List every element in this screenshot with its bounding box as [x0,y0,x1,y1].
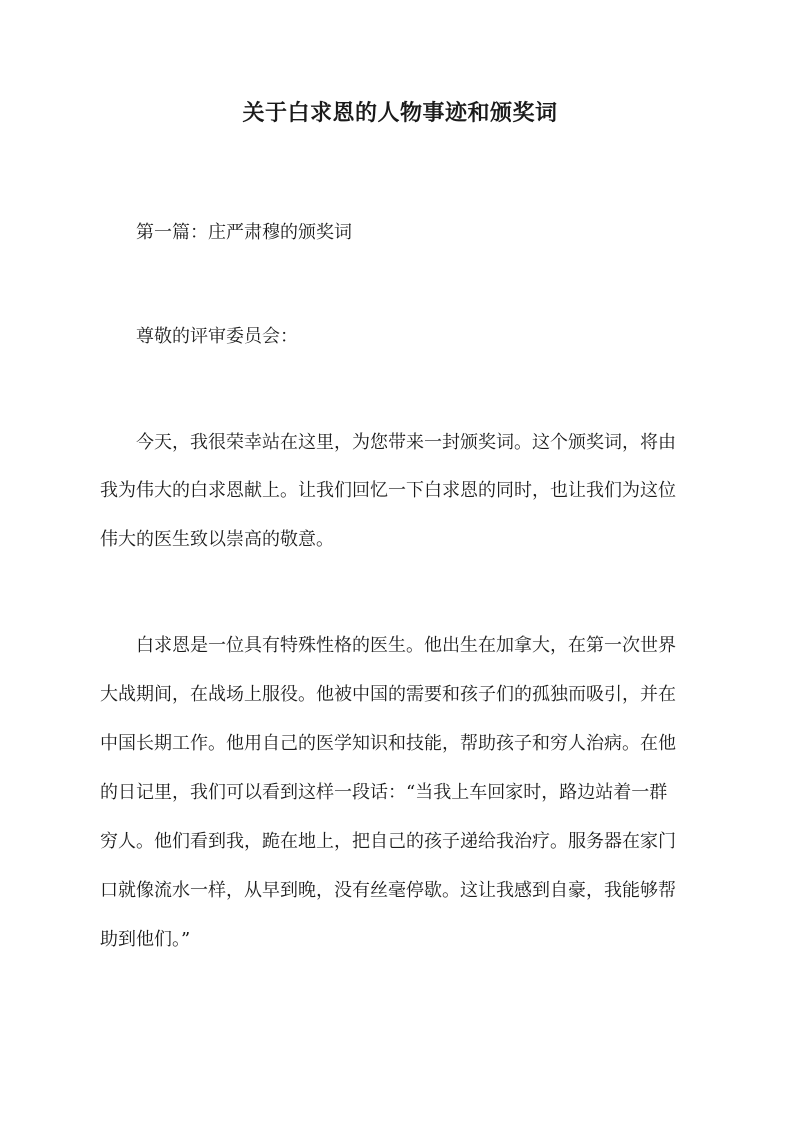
paragraph-2-line-4: 的日记里，我们可以看到这样一段话：“当我上车回家时，路边站着一群 [100,782,668,803]
paragraph-1-line-2: 我为伟大的白求恩献上。让我们回忆一下白求恩的同时，也让我们为这位 [100,480,676,501]
paragraph-2-line-1: 白求恩是一位具有特殊性格的医生。他出生在加拿大，在第一次世界 [136,635,676,656]
paragraph-1-line-1: 今天，我很荣幸站在这里，为您带来一封颁奖词。这个颁奖词，将由 [136,432,676,453]
paragraph-2-line-6: 口就像流水一样，从早到晚，没有丝毫停歇。这让我感到自豪，我能够帮 [100,880,676,901]
paragraph-2-line-2: 大战期间，在战场上服役。他被中国的需要和孩子们的孤独而吸引，并在 [100,684,676,705]
document-title: 关于白求恩的人物事迹和颁奖词 [242,100,558,126]
paragraph-2-line-3: 中国长期工作。他用自己的医学知识和技能，帮助孩子和穷人治病。在他 [100,733,676,754]
paragraph-1-line-3: 伟大的医生致以崇高的敬意。 [100,529,334,550]
section-heading: 第一篇：庄严肃穆的颁奖词 [136,222,352,243]
paragraph-2-line-7: 助到他们。” [100,929,191,950]
salutation: 尊敬的评审委员会： [136,326,298,347]
paragraph-2-line-5: 穷人。他们看到我，跪在地上，把自己的孩子递给我治疗。服务器在家门 [100,831,676,852]
